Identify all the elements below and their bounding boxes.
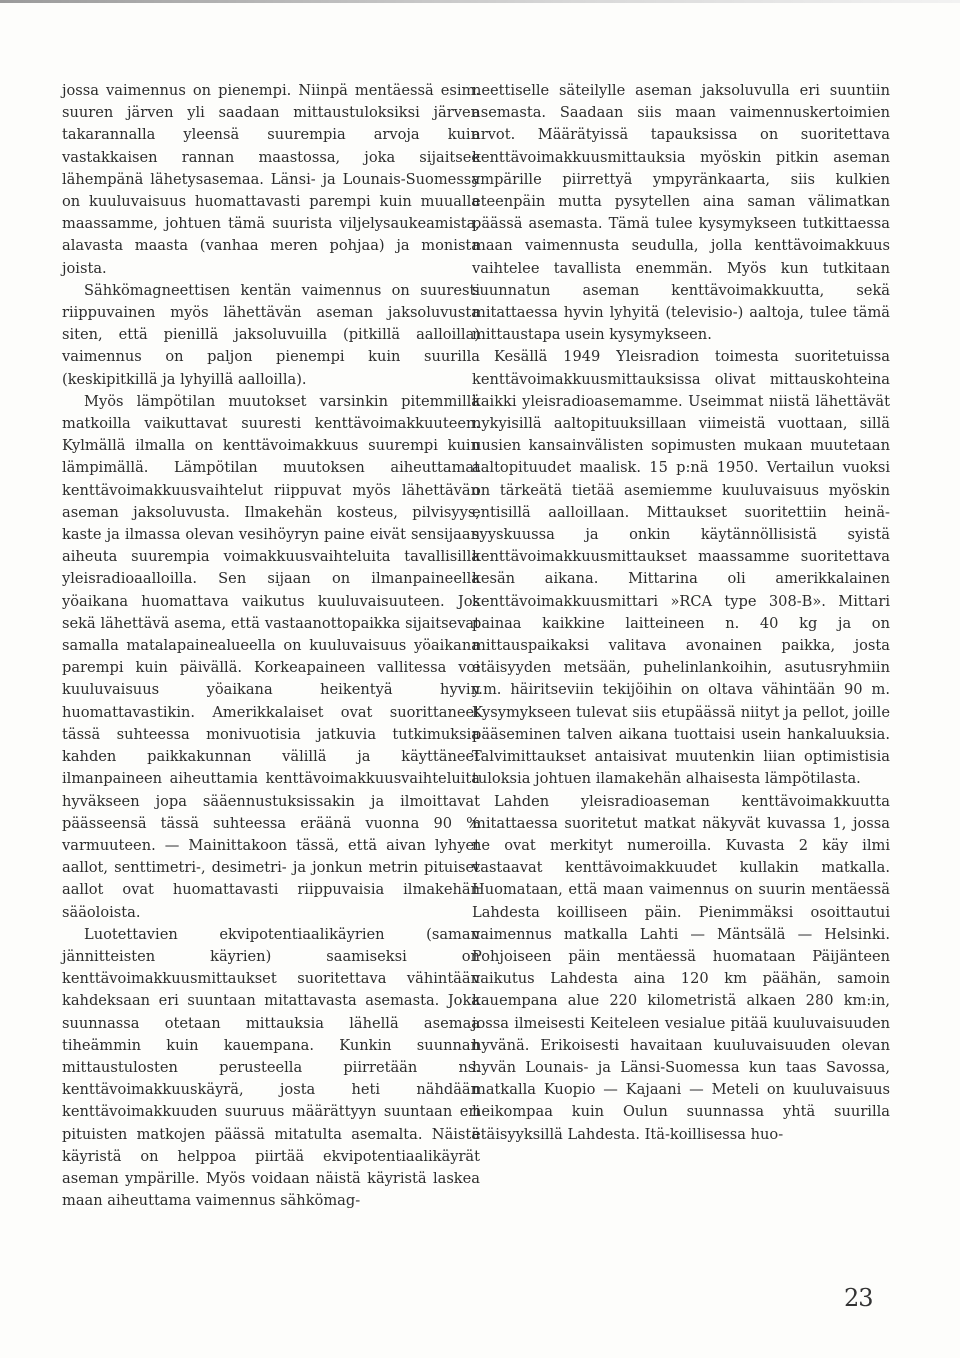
left-column bbox=[62, 80, 480, 1212]
page-top-edge bbox=[0, 0, 960, 3]
paragraph: jossa vaimennus on pienempi. Niinpä mentäessä esim. suuren järven yli saadaan mittaustuloksiksi järven takarannalla yleensä suurempia arvoja kuin vastakkaisen rannan maastossa, joka sijaitsee lähempänä lähetysasemaa. Länsi- ja Lounais-Suomessa on kuuluvaisuus huomattavasti parempi kuin muualla maassamme, johtuen tämä suurista viljelysaukeamista, alavasta maasta (vanhaa meren pohjaa) ja monista joista. bbox=[62, 82, 480, 277]
paragraph: Luotettavien ekvipotentiaalikäyrien (saman jännitteisten käyrien) saamiseksi on kenttävoimakkuusmittaukset suoritettava vähintään kahdeksaan eri suuntaan mitattavasta asemasta. Joka suunnassa otetaan mittauksia lähellä asemaa tiheämmin kuin kauempana. Kunkin suunnan mittaustulosten perusteella piirretään ns. kenttävoimakkuuskäyrä, josta heti nähdään kenttävoimakkuuden suuruus määrättyyn suuntaan eri pituisten matkojen päässä mitatulta asemalta. Näistä käyristä on helppoa piirtää ekvipotentiaalikäyrät aseman ympärille. Myös voidaan näistä käyristä laskea maan aiheuttama vaimennus sähkömag- bbox=[62, 925, 480, 1210]
paragraph: Kesällä 1949 Yleisradion toimesta suoritetuissa kenttävoimakkuusmittauksissa olivat mittauskohteina kaikki yleisradioasemamme. Useimmat niistä lähettävät nykyisillä aaltopituuksillaan viimeistä vuottaan, sillä uusien kansainvälisten sopimusten mukaan muutetaan aaltopituudet maalisk. 15 p:nä 1950. Vertailun vuoksi on tärkeätä tietää asemiemme kuuluvaisuus myöskin entisillä aalloillaan. Mittaukset suoritettiin heinä-syyskuussa ja onkin käytännöllisistä syistä kenttävoimakkuusmittaukset maassamme suoritettava kesän aikana. Mittarina oli amerikkalainen kenttävoimakkuusmittari »RCA type 308-B». Mittari painaa kaikkine laitteineen n. 40 kg ja on mittauspaikaksi valitava avonainen paikka, josta etäisyyden metsään, puhelinlankoihin, asutusryhmiin y.m. häiritseviin tekijöihin on oltava vähintään 90 m. Kysymykseen tulevat siis etupäässä niityt ja pellot, joille pääseminen talven aikana tuottaisi usein hankaluuksia. Talvimittaukset antaisivat muutenkin liian optimistisia tuloksia johtuen ilamakehän alhaisesta lämpötilasta. bbox=[472, 348, 890, 788]
paragraph: Sähkömagneettisen kentän vaimennus on suuresti riippuvainen myös lähettävän aseman jaksoluvusta siten, että pienillä jaksoluvuilla (pitkillä aalloilla) vaimennus on paljon pienempi kuin suurilla (keskipitkillä ja lyhyillä aalloilla). bbox=[62, 281, 480, 388]
page-number: 23 bbox=[844, 1284, 873, 1312]
paragraph: Lahden yleisradioaseman kenttävoimakkuutta mitattaessa suoritetut matkat näkyvät kuvassa 1, jossa ne ovat merkityt numeroilla. Kuvasta 2 käy ilmi vastaavat kenttävoimakkuudet kullakin matkalla. Huomataan, että maan vaimennus on suurin mentäessä Lahdesta koilliseen päin. Pienimmäksi osoittautui vaimennus matkalla Lahti — Mäntsälä — Helsinki. Pohjoiseen päin mentäessä huomataan Päijänteen vaikutus Lahdesta aina 120 km päähän, samoin kauempana alue 220 kilometristä alkaen 280 km:in, jossa ilmeisesti Keiteleen vesialue pitää kuuluvaisuuden hyvänä. Erikoisesti havaitaan kuuluvaisuuden olevan hyvän Lounais- ja Länsi-Suomessa kun taas Savossa, matkalla Kuopio — Kajaani — Meteli on kuuluvaisuus heikompaa kuin Oulun suunnassa yhtä suurilla etäisyyksillä Lahdesta. Itä-koillisessa huo- bbox=[472, 792, 890, 1143]
right-column bbox=[472, 80, 890, 1146]
paragraph: Myös lämpötilan muutokset varsinkin pitemmillä matkoilla vaikuttavat suuresti kenttävoimakkuuteen. Kylmällä ilmalla on kenttävoimakkuus suurempi kuin lämpimällä. Lämpötilan muutoksen aiheuttamat kenttävoimakkuusvaihtelut riippuvat myös lähettävän aseman jaksoluvusta. Ilmakehän kosteus, pilvisyys, kaste ja ilmassa olevan vesihöyryn paine eivät sensijaan aiheuta suurempia voimakkuusvaihteluita tavallisilla yleisradioaalloilla. Sen sijaan on ilmanpaineella yöaikana huomattava vaikutus kuuluvaisuuteen. Jos sekä lähettävä asema, että vastaanottopaikka sijaitsevat samalla matalapainealueella on kuuluvaisuus yöaikana parempi kuin päivällä. Korkeapaineen vallitessa voi kuuluvaisuus yöaikana heikentyä hyvin huomattavastikin. Amerikkalaiset ovat suorittaneet tässä suhteessa monivuotisia jatkuvia tutkimuksia kahden paikkakunnan välillä ja käyttäneet ilmanpaineen aiheuttamia kenttävoimakkuusvaihteluita hyväkseen jopa sääennustuksissakin ja ilmoittavat päässeensä tässä suhteessa eräänä vuonna 90 % varmuuteen. — Mainittakoon tässä, että aivan lyhyet aallot, senttimetri-, desimetri- ja jonkun metrin pituiset aallot ovat huomattavasti riippuvaisia ilmakehän sääoloista. bbox=[62, 392, 480, 921]
paragraph: neettiselle säteilylle aseman jaksoluvulla eri suuntiin asemasta. Saadaan siis maan vaimennuskertoimien arvot. Määrätyissä tapauksissa on suoritettava kenttävoimakkuusmittauksia myöskin pitkin aseman ympärille piirrettyä ympyränkaarta, siis kulkien eteenpäin mutta pysytellen aina saman välimatkan päässä asemasta. Tämä tulee kysymykseen tutkittaessa maan vaimennusta seudulla, jolla kenttävoimakkuus vaihtelee tavallista enemmän. Myös kun tutkitaan suunnatun aseman kenttävoimakkuutta, sekä mitattaessa hyvin lyhyitä (televisio-) aaltoja, tulee tämä mittaustapa usein kysymykseen. bbox=[472, 82, 890, 344]
